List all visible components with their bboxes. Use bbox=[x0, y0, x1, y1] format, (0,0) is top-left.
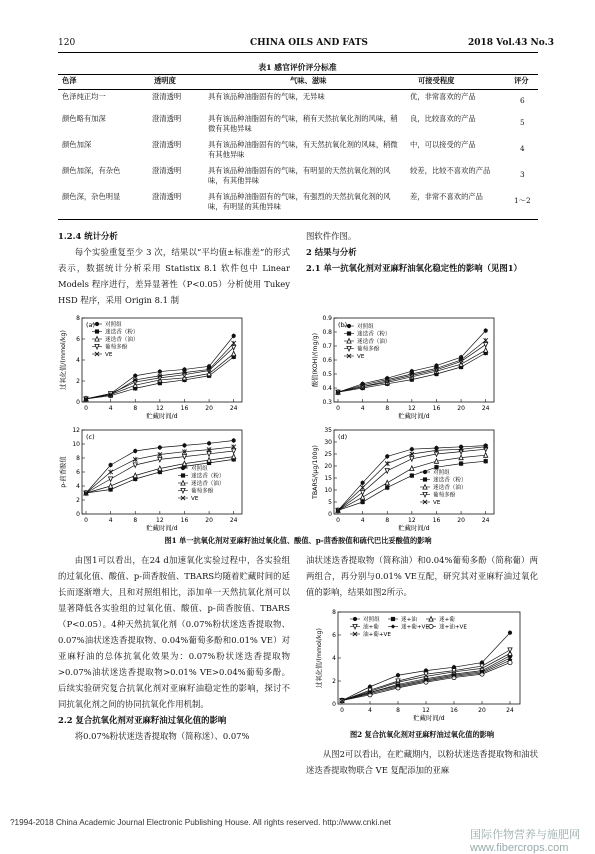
panel-label: (d) bbox=[338, 433, 348, 441]
stats-section bbox=[58, 228, 290, 308]
data-point bbox=[158, 466, 162, 471]
legend-marker bbox=[181, 488, 185, 493]
data-point bbox=[484, 329, 488, 333]
chart-panel bbox=[312, 427, 494, 532]
data-point bbox=[109, 484, 113, 489]
paragraph: 由图1可以看出，在24 d加速氧化实验过程中，各实验组的过氧化值、酸值、p-茴香胺值、TBARS均随着贮藏时间的延长而逐渐增大，且和对照组相比，添加单一天然抗氧化剂可以显著降低各实验组的过氧化值、酸值、p-茴香胺值、TBARS（P<0.05）。4种天然抗氧化剂（0.07%粉状迷迭香提取物、0.07%油状迷迭香提取物、0.04%葡萄多酚和0.01% VE）对亚麻籽油的总体抗氧化效果为：0.07%粉状迷迭香提取物>0.07%油状迷迭香提取物>0.01% VE>0.04%葡萄多酚。后续实验研究复合抗氧化剂对亚麻籽油稳定性的影响，探讨不同抗氧化剂之间的协同抗氧化作用机制。 bbox=[58, 555, 290, 709]
table-cell: 具有该品种油脂固有的气味，有明显的天然抗氧化剂的风味，有其他异味 bbox=[208, 166, 391, 185]
panel-label: (a) bbox=[86, 321, 96, 329]
table-cell: 具有该品种油脂固有的气味，稍有天然抗氧化剂的风味，稍微有其他异味 bbox=[208, 114, 398, 133]
legend-marker bbox=[95, 344, 99, 349]
x-tick-label: 12 bbox=[408, 405, 416, 412]
legend-label: 迷迭香（粉） bbox=[191, 473, 225, 480]
y-tick-label: 2 bbox=[76, 497, 80, 505]
x-tick-label: 4 bbox=[360, 405, 365, 412]
data-point bbox=[133, 374, 137, 378]
data-point bbox=[232, 334, 236, 338]
table-row bbox=[58, 114, 538, 140]
legend-label: 葡萄多酚 bbox=[105, 344, 128, 351]
legend-marker bbox=[95, 322, 99, 326]
results-text-left bbox=[58, 552, 290, 744]
table-cell: 澄清透明 bbox=[152, 92, 182, 101]
x-tick-label: 24 bbox=[229, 405, 238, 412]
section-heading: 2.1 单一抗氧化剂对亚麻籽油氧化稳定性的影响（见图1） bbox=[306, 263, 522, 273]
y-tick-label: 0.8 bbox=[322, 329, 332, 337]
x-tick-label: 12 bbox=[422, 707, 430, 714]
legend-label: 葡萄多酚 bbox=[191, 488, 214, 495]
figure-2-caption: 图2 复合抗氧化剂对亚麻籽油过氧化值的影响 bbox=[349, 730, 495, 739]
legend-label: 对照组 bbox=[363, 617, 380, 623]
data-point bbox=[396, 673, 400, 677]
table-cell: 澄清透明 bbox=[152, 140, 182, 149]
x-tick-label: 20 bbox=[457, 405, 465, 412]
y-tick-label: 0.9 bbox=[322, 315, 332, 323]
y-axis-label: 酸值(KOH)/(mg/g) bbox=[312, 332, 319, 388]
x-tick-label: 0 bbox=[84, 517, 88, 524]
y-tick-label: 8 bbox=[332, 609, 336, 617]
data-point bbox=[385, 469, 389, 474]
y-tick-label: 2 bbox=[332, 678, 336, 686]
data-point bbox=[385, 480, 389, 485]
y-tick-label: 35 bbox=[324, 427, 332, 435]
x-axis-label: 贮藏时间/d bbox=[146, 525, 178, 532]
copyright-footer: ?1994-2018 China Academic Journal Electronic Publishing House. All rights reserved. http://www.cnki.net bbox=[10, 818, 391, 827]
table-header-cell: 评分 bbox=[514, 76, 529, 85]
y-axis-label: 过氧化值/(mmol/kg) bbox=[316, 628, 323, 688]
x-tick-label: 24 bbox=[481, 517, 490, 524]
legend-marker bbox=[347, 331, 351, 335]
journal-issue: 2018 Vol.43 No.3 bbox=[468, 38, 555, 48]
legend-marker bbox=[181, 466, 185, 470]
data-point bbox=[232, 438, 236, 442]
table-cell: 颜色加深 bbox=[62, 140, 92, 149]
section-heading: 2.2 复合抗氧化剂对亚麻籽油过氧化值的影响 bbox=[58, 715, 227, 725]
x-tick-label: 12 bbox=[156, 517, 164, 524]
data-point bbox=[207, 441, 211, 445]
legend-marker bbox=[391, 617, 395, 621]
x-tick-label: 4 bbox=[360, 517, 365, 524]
legend-label: 迷+油+VE bbox=[439, 624, 467, 631]
x-tick-label: 0 bbox=[336, 517, 340, 524]
legend-marker bbox=[429, 624, 433, 628]
legend-label: 对照组 bbox=[433, 470, 450, 476]
y-tick-label: 10 bbox=[324, 487, 332, 495]
data-point bbox=[232, 449, 236, 454]
table-header-rule bbox=[58, 89, 538, 90]
y-tick-label: 15 bbox=[324, 475, 332, 483]
legend-label: 对照组 bbox=[191, 466, 208, 472]
x-tick-label: 24 bbox=[481, 405, 490, 412]
legend-label: 迷迭香（油） bbox=[433, 485, 467, 491]
legend-label: 迷迭香（油） bbox=[357, 339, 391, 345]
x-tick-label: 4 bbox=[368, 707, 372, 714]
data-point bbox=[207, 458, 211, 463]
table-cell: 较差，比较不喜欢的产品 bbox=[410, 166, 491, 175]
data-point bbox=[158, 445, 162, 449]
legend-label: 迷迭香（粉） bbox=[105, 329, 139, 336]
table-header-cell: 色泽 bbox=[62, 76, 77, 85]
data-point bbox=[459, 462, 463, 466]
y-tick-label: 8 bbox=[76, 315, 80, 323]
x-tick-label: 16 bbox=[180, 517, 189, 524]
data-point bbox=[508, 648, 512, 653]
legend-label: 迷+葡 bbox=[439, 617, 455, 623]
data-point bbox=[158, 457, 162, 462]
legend-marker bbox=[353, 624, 357, 629]
table-cell: 澄清透明 bbox=[152, 166, 182, 175]
chart-panel bbox=[314, 609, 520, 722]
x-tick-label: 0 bbox=[84, 405, 88, 412]
table-cell: 1～2 bbox=[514, 196, 531, 205]
data-point bbox=[232, 454, 236, 459]
y-tick-label: 4 bbox=[76, 357, 80, 365]
x-tick-label: 0 bbox=[336, 405, 340, 412]
figure-1 bbox=[58, 312, 538, 534]
panel-label: (c) bbox=[86, 433, 95, 441]
table-title: 表1 感官评价评分标准 bbox=[258, 63, 337, 72]
paragraph: 图软件作图。 bbox=[306, 231, 357, 241]
legend-marker bbox=[391, 624, 395, 628]
table-cell: 4 bbox=[520, 144, 525, 153]
legend-label: 葡萄多酚 bbox=[433, 492, 456, 499]
data-point bbox=[484, 453, 488, 458]
y-tick-label: 30 bbox=[324, 439, 332, 447]
legend-marker bbox=[95, 337, 99, 342]
y-tick-label: 2 bbox=[76, 378, 80, 386]
data-point bbox=[361, 500, 365, 504]
legend-label: 油+葡 bbox=[363, 624, 379, 631]
data-point bbox=[410, 466, 414, 471]
data-point bbox=[207, 452, 211, 457]
y-tick-label: 0.5 bbox=[322, 371, 332, 379]
paragraph: 从图2可以看出，在贮藏期内，以粉状迷迭香提取物和油状迷迭香提取物联合 VE 复配添加的亚麻 bbox=[306, 749, 538, 775]
legend-label: VE bbox=[191, 496, 199, 502]
table-cell: 颜色加深，有杂色 bbox=[62, 166, 121, 175]
x-tick-label: 0 bbox=[340, 707, 344, 714]
x-axis-label: 贮藏时间/d bbox=[413, 715, 445, 722]
y-tick-label: 0 bbox=[76, 399, 80, 407]
x-tick-label: 8 bbox=[133, 517, 138, 524]
journal-name: CHINA OILS AND FATS bbox=[250, 38, 368, 48]
legend-label: 迷迭香（粉） bbox=[357, 331, 391, 338]
x-tick-label: 20 bbox=[478, 707, 486, 714]
y-tick-label: 0.7 bbox=[322, 343, 332, 351]
table-cell: 澄清透明 bbox=[152, 114, 182, 123]
x-tick-label: 4 bbox=[108, 405, 113, 412]
legend-marker bbox=[423, 492, 427, 497]
header-rule bbox=[58, 52, 538, 53]
figure-1-caption: 图1 单一抗氧化剂对亚麻籽油过氧化值、酸值、p-茴香胺值和硫代巴比妥酸值的影响 bbox=[164, 536, 432, 545]
y-tick-label: 10 bbox=[72, 441, 80, 449]
x-axis-label: 贮藏时间/d bbox=[398, 525, 430, 532]
y-tick-label: 4 bbox=[332, 655, 336, 663]
data-point bbox=[410, 447, 414, 451]
y-axis-label: TBARS/(μg/100g) bbox=[312, 444, 319, 500]
table-header-cell: 气味、滋味 bbox=[290, 76, 327, 85]
table-cell: 中，可以接受的产品 bbox=[410, 140, 476, 149]
legend-label: 对照组 bbox=[357, 324, 374, 330]
x-tick-label: 20 bbox=[457, 517, 465, 524]
paragraph: 将0.07%粉状迷迭香提取物（简称迷）、0.07% bbox=[74, 731, 250, 741]
table-header-row bbox=[58, 76, 538, 88]
x-tick-label: 24 bbox=[506, 707, 514, 714]
data-point bbox=[508, 661, 512, 665]
table-cell: 具有该品种油脂固有的气味，无异味 bbox=[208, 92, 325, 101]
data-point bbox=[232, 351, 236, 356]
legend-label: 迷迭香（粉） bbox=[433, 477, 467, 484]
data-point bbox=[410, 457, 414, 462]
legend-label: 迷迭香（油） bbox=[191, 481, 225, 487]
y-axis-label: 过氧化值/(mmol/kg) bbox=[60, 330, 67, 390]
table-cell: 5 bbox=[520, 118, 525, 127]
y-tick-label: 0.6 bbox=[322, 357, 332, 365]
table-cell: 良，比较喜欢的产品 bbox=[410, 114, 476, 123]
x-tick-label: 12 bbox=[156, 405, 164, 412]
legend-marker bbox=[181, 481, 185, 486]
y-tick-label: 4 bbox=[76, 483, 80, 491]
legend-label: 油+葡+VE bbox=[363, 632, 391, 638]
panel-label: (b) bbox=[338, 321, 348, 329]
table-cell: 色泽纯正均一 bbox=[62, 92, 106, 101]
x-axis-label: 贮藏时间/d bbox=[398, 413, 430, 420]
data-point bbox=[109, 477, 113, 482]
legend-marker bbox=[181, 473, 185, 477]
legend-label: 迷迭香（油） bbox=[105, 337, 139, 343]
legend-marker bbox=[429, 617, 433, 622]
y-tick-label: 25 bbox=[324, 451, 332, 459]
legend-marker bbox=[423, 470, 427, 474]
legend-label: 对照组 bbox=[105, 322, 122, 328]
table-row bbox=[58, 166, 538, 192]
legend-marker bbox=[423, 485, 427, 490]
table-cell: 优，非常喜欢的产品 bbox=[410, 92, 476, 101]
x-tick-label: 4 bbox=[108, 517, 113, 524]
x-tick-label: 16 bbox=[450, 707, 458, 714]
paragraph: 油状迷迭香提取物（简称油）和0.04%葡萄多酚（简称葡）两两组合，再分别与0.01% VE互配，研究其对亚麻籽油过氧化值的影响，结果如图2所示。 bbox=[306, 555, 538, 597]
x-tick-label: 24 bbox=[229, 517, 238, 524]
data-point bbox=[133, 473, 137, 478]
plot-frame bbox=[334, 430, 494, 514]
table-row bbox=[58, 140, 538, 166]
legend-label: 葡萄多酚 bbox=[357, 346, 380, 353]
chart-panel bbox=[58, 315, 242, 420]
table-cell: 具有该品种油脂固有的气味，有强烈的天然抗氧化剂的风味，有明显的其他异味 bbox=[208, 192, 391, 211]
legend-marker bbox=[95, 329, 99, 333]
x-tick-label: 16 bbox=[180, 405, 189, 412]
y-tick-label: 0 bbox=[328, 511, 332, 519]
x-tick-label: 16 bbox=[432, 517, 441, 524]
y-tick-label: 0.4 bbox=[322, 385, 332, 393]
data-point bbox=[434, 459, 438, 464]
data-point bbox=[410, 474, 414, 478]
y-axis-label: p-茴香胺值 bbox=[60, 456, 67, 488]
y-tick-label: 0.3 bbox=[322, 399, 332, 407]
x-tick-label: 8 bbox=[396, 707, 400, 714]
table1-body bbox=[58, 92, 538, 216]
table-cell: 差，非常不喜欢的产品 bbox=[410, 192, 483, 201]
table-cell: 颜色略有加深 bbox=[62, 114, 106, 123]
y-tick-label: 6 bbox=[76, 469, 80, 477]
page-number: 120 bbox=[58, 38, 76, 48]
table-header-cell: 透明度 bbox=[154, 76, 176, 85]
legend-marker bbox=[347, 324, 351, 328]
x-axis-label: 贮藏时间/d bbox=[146, 413, 178, 420]
x-tick-label: 8 bbox=[385, 517, 390, 524]
results-intro bbox=[306, 228, 538, 276]
data-point bbox=[182, 455, 186, 460]
table-cell: 6 bbox=[520, 96, 525, 105]
y-tick-label: 6 bbox=[76, 336, 80, 344]
y-tick-label: 20 bbox=[324, 463, 332, 471]
table-cell: 澄清透明 bbox=[152, 192, 182, 201]
y-tick-label: 8 bbox=[76, 455, 80, 463]
chart-panel bbox=[310, 315, 494, 420]
results-text-right bbox=[306, 552, 538, 600]
figure-2 bbox=[306, 606, 538, 728]
table1 bbox=[58, 76, 538, 88]
data-point bbox=[484, 343, 488, 348]
section-heading: 2 结果与分析 bbox=[306, 247, 357, 257]
y-tick-label: 0 bbox=[76, 511, 80, 519]
legend-label: VE bbox=[357, 354, 365, 360]
data-point bbox=[133, 449, 137, 453]
y-tick-label: 5 bbox=[328, 499, 332, 507]
paragraph: 每个实验重复至少 3 次，结果以“平均值±标准差”的形式表示，数据统计分析采用 Statistix 8.1 软件包中 Linear Models 程序进行，差异显著性（P<0.05）分析使用 Tukey HSD 程序，采用 Origin 8.1 制 bbox=[58, 247, 290, 305]
table-row bbox=[58, 92, 538, 114]
data-point bbox=[109, 463, 113, 467]
legend-marker bbox=[347, 339, 351, 344]
table-row bbox=[58, 192, 538, 216]
legend-label: VE bbox=[105, 352, 113, 358]
data-point bbox=[182, 443, 186, 447]
data-point bbox=[385, 486, 389, 490]
data-point bbox=[133, 463, 137, 468]
data-point bbox=[385, 454, 389, 458]
table-cell: 具有该品种油脂固有的气味，有天然抗氧化剂的风味，稍微有其他异味 bbox=[208, 140, 398, 159]
data-point bbox=[484, 348, 488, 353]
table-cell: 3 bbox=[520, 170, 525, 179]
data-point bbox=[484, 459, 488, 463]
chart-panel bbox=[58, 427, 242, 532]
legend-label: VE bbox=[433, 500, 441, 506]
y-tick-label: 12 bbox=[72, 427, 80, 435]
table-header-cell: 可接受程度 bbox=[418, 76, 455, 85]
table-bottom-rule bbox=[58, 219, 538, 220]
x-tick-label: 8 bbox=[385, 405, 390, 412]
data-point bbox=[459, 455, 463, 460]
data-point bbox=[361, 490, 365, 495]
data-point bbox=[508, 631, 512, 635]
watermark-text: 国际作物营养与施肥网 www.fibercrops.com bbox=[470, 829, 580, 854]
x-tick-label: 20 bbox=[205, 405, 213, 412]
legend-marker bbox=[423, 477, 427, 481]
y-tick-label: 0 bbox=[332, 701, 336, 709]
x-tick-label: 16 bbox=[432, 405, 441, 412]
x-tick-label: 8 bbox=[133, 405, 138, 412]
x-tick-label: 12 bbox=[408, 517, 416, 524]
section-heading: 1.2.4 统计分析 bbox=[58, 231, 118, 241]
y-tick-label: 6 bbox=[332, 632, 336, 640]
data-point bbox=[182, 461, 186, 466]
legend-marker bbox=[347, 346, 351, 351]
legend-label: 迷+油 bbox=[401, 617, 417, 623]
legend-marker bbox=[353, 617, 357, 621]
data-point bbox=[361, 481, 365, 485]
table-cell: 颜色深，杂色明显 bbox=[62, 192, 121, 201]
x-tick-label: 20 bbox=[205, 517, 213, 524]
data-point bbox=[434, 465, 438, 469]
data-point bbox=[158, 369, 162, 373]
legend-label: 迷+葡+VE bbox=[401, 624, 429, 631]
